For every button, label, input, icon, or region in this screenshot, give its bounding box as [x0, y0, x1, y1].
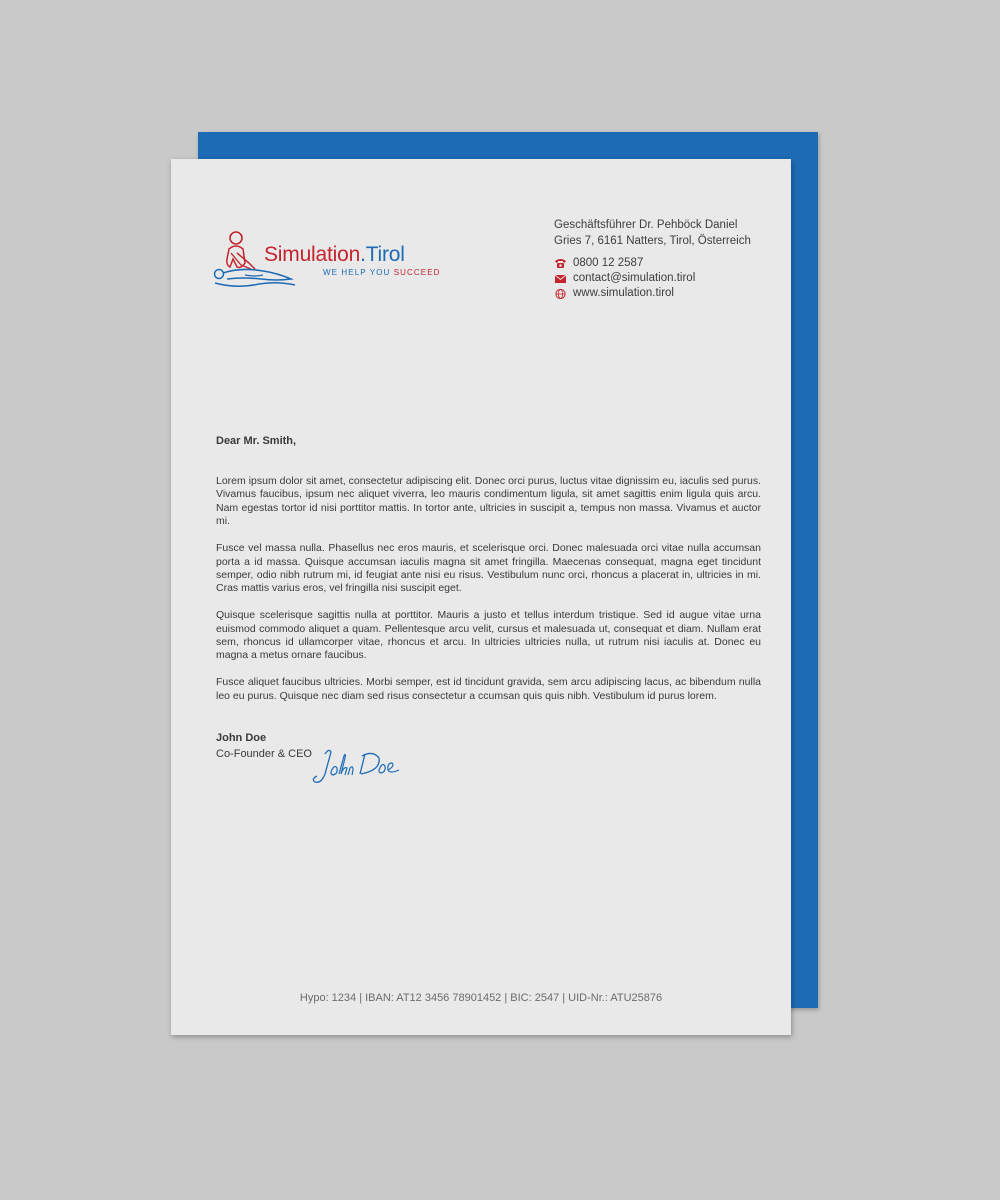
bank-details-footer: Hypo: 1234 | IBAN: AT12 3456 78901452 | BIC: 2547 | UID-Nr.: ATU25876	[299, 992, 663, 1004]
tagline-part2: SUCCEED	[393, 268, 441, 277]
handwritten-signature	[311, 744, 406, 794]
contact-block	[554, 256, 695, 301]
brand-name-part1: Simulation	[264, 243, 361, 266]
brand-tagline	[323, 268, 441, 277]
website-url[interactable]: www.simulation.tirol	[573, 287, 674, 299]
body-paragraph: Quisque scelerisque sagittis nulla at porttitor. Mauris a justo et tellus interdum tristique. Sed id augue vitae urna euismod commodo aliquet a quam. Pellentesque arcu velit, cursus et malesuada ut, consequat et diam. Nullam erat sem, rhoncus id ullamcorper vitae, rhoncus et arcu. In ultricies ultricies nulla, ut rutrum nisi iaculis at. Donec eu magna a metus ornare faucibus.	[216, 609, 761, 662]
contact-email-row	[554, 271, 695, 286]
contact-web-row	[554, 286, 695, 301]
brand-name	[264, 243, 405, 267]
sender-address	[554, 217, 751, 249]
phone-number[interactable]: 0800 12 2587	[573, 257, 644, 269]
signer-name: John Doe	[216, 732, 267, 744]
salutation: Dear Mr. Smith,	[216, 435, 297, 447]
globe-icon	[554, 288, 567, 299]
email-address[interactable]: contact@simulation.tirol	[573, 272, 696, 284]
body-paragraph: Fusce aliquet faucibus ultricies. Morbi semper, est id tincidunt gravida, sem arcu adipiscing lacus, ac bibendum nulla leo eu purus. Quisque nec diam sed risus consectetur a ccumsan quis quis nibh. Vestibulum id purus lorem.	[216, 676, 761, 702]
contact-phone-row	[554, 256, 695, 271]
phone-icon	[554, 258, 567, 269]
brand-name-part2: .Tirol	[360, 243, 405, 266]
body-paragraph: Fusce vel massa nulla. Phasellus nec eros mauris, et scelerisque orci. Donec malesuada orci vitae nulla accumsan porta a id massa. Quisque accumsan iaculis magna sit amet fringilla. Maecenas consequat, magna eget tincidunt semper, odio nibh rutrum mi, id feugiat ante nisi eu risus. Vestibulum nunc orci, rhoncus a placerat in, ultricies in mi. Cras mattis varius eros, vel fringilla nisi suscipit eget.	[216, 542, 761, 595]
letter-body	[216, 475, 761, 717]
managing-director: Geschäftsführer Dr. Pehböck Daniel	[554, 219, 738, 231]
street-address: Gries 7, 6161 Natters, Tirol, Österreich	[554, 235, 751, 247]
email-icon	[554, 273, 567, 284]
company-logo	[211, 229, 441, 291]
letterhead-page	[171, 159, 791, 1035]
tagline-part1: WE HELP YOU	[323, 268, 394, 277]
body-paragraph: Lorem ipsum dolor sit amet, consectetur adipiscing elit. Donec orci purus, luctus vitae dignissim eu, iaculis sed purus. Vivamus faucibus, ipsum nec aliquet viverra, leo mauris condimentum ligula, sit amet sagittis enim ligula quis arcu. Nam egestas tortor id nisi porttitor mattis. In tortor ante, ultricies in suscipit a, tempus non massa. Vivamus et auctor mi.	[216, 475, 761, 528]
signer-role: Co-Founder & CEO	[216, 748, 312, 760]
